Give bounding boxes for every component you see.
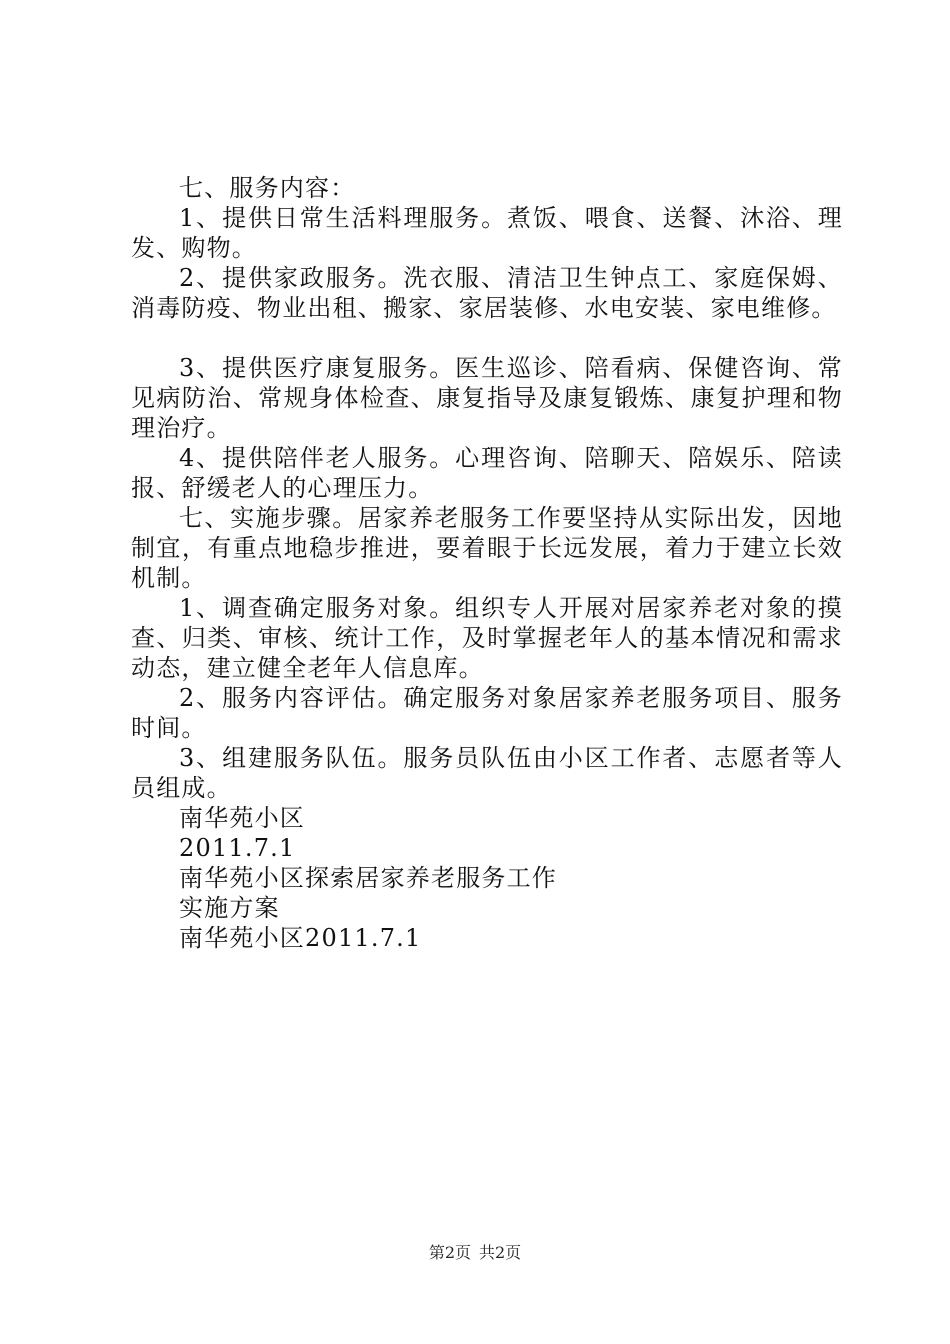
page-number: 第2页: [428, 1243, 471, 1262]
document-title-line1: 南华苑小区探索居家养老服务工作: [179, 864, 557, 892]
step-item-evaluation: 2、服务内容评估。确定服务对象居家养老服务项目、服务时间。: [131, 684, 843, 742]
signature-org-date: 南华苑小区2011.7.1: [179, 924, 422, 952]
section-heading-implementation: 七、实施步骤。居家养老服务工作要坚持从实际出发，因地制宜，有重点地稳步推进，要着眼于长远发展，着力于建立长效机制。: [131, 504, 843, 592]
signature-date: 2011.7.1: [179, 834, 296, 862]
step-item-survey: 1、调查确定服务对象。组织专人开展对居家养老对象的摸查、归类、审核、统计工作，及时掌握老年人的基本情况和需求动态，建立健全老年人信息库。: [131, 594, 843, 682]
step-item-team: 3、组建服务队伍。服务员队伍由小区工作者、志愿者等人员组成。: [131, 744, 843, 802]
document-title-line2: 实施方案: [179, 894, 280, 922]
service-item-daily-care: 1、提供日常生活料理服务。煮饭、喂食、送餐、沐浴、理发、购物。: [131, 204, 843, 262]
page-total: 共2页: [479, 1243, 522, 1262]
page-footer: [0, 1243, 950, 1263]
document-body: [131, 173, 843, 953]
service-item-medical: 3、提供医疗康复服务。医生巡诊、陪看病、保健咨询、常见病防治、常规身体检查、康复指导及康复锻炼、康复护理和物理治疗。: [131, 354, 843, 442]
section-heading-service-content: 七、服务内容：: [179, 174, 356, 202]
service-item-housekeeping: 2、提供家政服务。洗衣服、清洁卫生钟点工、家庭保姆、消毒防疫、物业出租、搬家、家居装修、水电安装、家电维修。: [131, 264, 843, 322]
service-item-companionship: 4、提供陪伴老人服务。心理咨询、陪聊天、陪娱乐、陪读报、舒缓老人的心理压力。: [131, 444, 843, 502]
signature-org: 南华苑小区: [179, 804, 305, 832]
